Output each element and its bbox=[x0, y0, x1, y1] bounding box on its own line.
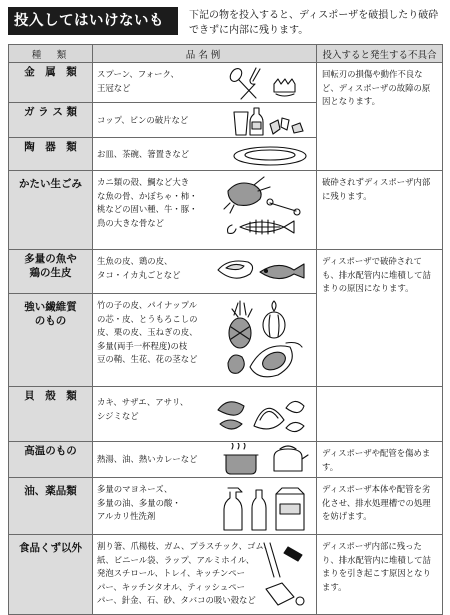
header-category: 種 類 bbox=[9, 45, 93, 63]
table-header-row bbox=[9, 45, 443, 63]
items-glass: コップ、ビンの破片など bbox=[97, 115, 189, 125]
header-items: 品名例 bbox=[93, 45, 317, 63]
items-cell bbox=[93, 294, 317, 387]
items-fibrous: 竹の子の皮、パイナップル の芯・皮、とうもろこしの 皮、栗の皮、玉ねぎの皮、 多量(両手一杯程度)の枝 豆の鞘、生花、花の茎など bbox=[97, 300, 198, 364]
items-oil: 多量のマヨネーズ、 多量の油、多量の酸・ アルカリ性洗剤 bbox=[97, 484, 181, 521]
result-group2: 破砕されずディスポーザ内部に残ります。 bbox=[317, 171, 443, 250]
plate-icon bbox=[226, 140, 310, 169]
category-ceramic: 陶 器 類 bbox=[9, 138, 93, 171]
hot-pot-kettle-icon bbox=[218, 443, 310, 476]
category-hard-waste: かたい生ごみ bbox=[9, 171, 93, 250]
fish-skin-octopus-icon bbox=[214, 254, 310, 288]
result-hot: ディスポーザや配管を傷めます。 bbox=[317, 442, 443, 478]
result-non-food: ディスポーザ内部に残ったり、排水配管内に堆積して詰まりを引き起こす原因となります。 bbox=[317, 535, 443, 615]
result-group3: ディスポーザで破砕されても、排水配管内に堆積して詰まりの原因になります。 bbox=[317, 250, 443, 387]
items-cell bbox=[93, 442, 317, 478]
items-cell bbox=[93, 63, 317, 103]
chopsticks-trash-icon bbox=[258, 539, 310, 613]
prohibited-items-table bbox=[8, 44, 443, 615]
items-cell bbox=[93, 250, 317, 294]
header-result: 投入すると発生する不具合 bbox=[317, 45, 443, 63]
items-cell bbox=[93, 478, 317, 535]
category-shellfish: 貝 殻 類 bbox=[9, 387, 93, 442]
table-row bbox=[9, 63, 443, 103]
items-cell bbox=[93, 171, 317, 250]
table-row bbox=[9, 250, 443, 294]
items-cell bbox=[93, 387, 317, 442]
items-hard-waste: カニ類の殻、鯛など大き な魚の骨、かぼちゃ・柿・ 桃などの固い種、牛・豚・ 鳥の大きな骨など bbox=[97, 177, 198, 228]
crab-fishbone-bone-icon bbox=[218, 173, 310, 247]
pineapple-onion-corn-icon bbox=[218, 297, 310, 383]
category-fish-skin: 多量の魚や 鶏の生皮 bbox=[9, 250, 93, 294]
category-glass: ガ ラ ス 類 bbox=[9, 103, 93, 138]
category-hot: 高温のもの bbox=[9, 442, 93, 478]
shellfish-icon bbox=[214, 390, 310, 438]
header bbox=[8, 7, 442, 37]
items-cell bbox=[93, 103, 317, 138]
table-row bbox=[9, 535, 443, 615]
page-title: 投入してはいけないも bbox=[8, 7, 178, 35]
result-group1: 回転刃の損傷や動作不良など、ディスポーザの故障の原因となります。 bbox=[317, 63, 443, 171]
table-row bbox=[9, 442, 443, 478]
items-cell bbox=[93, 535, 317, 615]
items-shellfish: カキ、サザエ、アサリ、 シジミなど bbox=[97, 397, 189, 421]
result-group3-cont bbox=[317, 387, 443, 442]
table-row bbox=[9, 387, 443, 442]
items-non-food: 割り箸、爪楊枝、ガム、プラスチック、ゴム、 紙、ビニール袋、ラップ、アルミホイル、 発泡スチロール、トレイ、キッチンペー パー、キッチンタオル、ティッシュペー パー、針金、石、砂、タバコの吸い殻など bbox=[97, 541, 273, 605]
items-hot: 熱湯、油、熱いカレーなど bbox=[97, 454, 198, 464]
category-fibrous: 強い繊維質 のもの bbox=[9, 294, 93, 387]
detergent-bottles-icon bbox=[218, 480, 310, 532]
result-oil: ディスポーザ本体や配管を劣化させ、排水処理槽での処理を妨げます。 bbox=[317, 478, 443, 535]
intro-text: 下記の物を投入すると、ディスポーザを破損したり破砕できずに内部に残ります。 bbox=[189, 10, 439, 36]
category-non-food: 食品くず以外 bbox=[9, 535, 93, 615]
items-cell bbox=[93, 138, 317, 171]
category-metal: 金 属 類 bbox=[9, 63, 93, 103]
table-row bbox=[9, 171, 443, 250]
spoon-fork-crown-icon bbox=[226, 66, 310, 100]
items-fish-skin: 生魚の皮、鶏の皮、 タコ・イカ丸ごとなど bbox=[97, 256, 181, 280]
table-row bbox=[9, 478, 443, 535]
category-oil: 油、薬品類 bbox=[9, 478, 93, 535]
items-metal: スプーン、フォーク、 王冠など bbox=[97, 69, 179, 93]
items-ceramic: お皿、茶碗、箸置きなど bbox=[97, 149, 190, 159]
glass-bottle-shards-icon bbox=[226, 104, 310, 137]
